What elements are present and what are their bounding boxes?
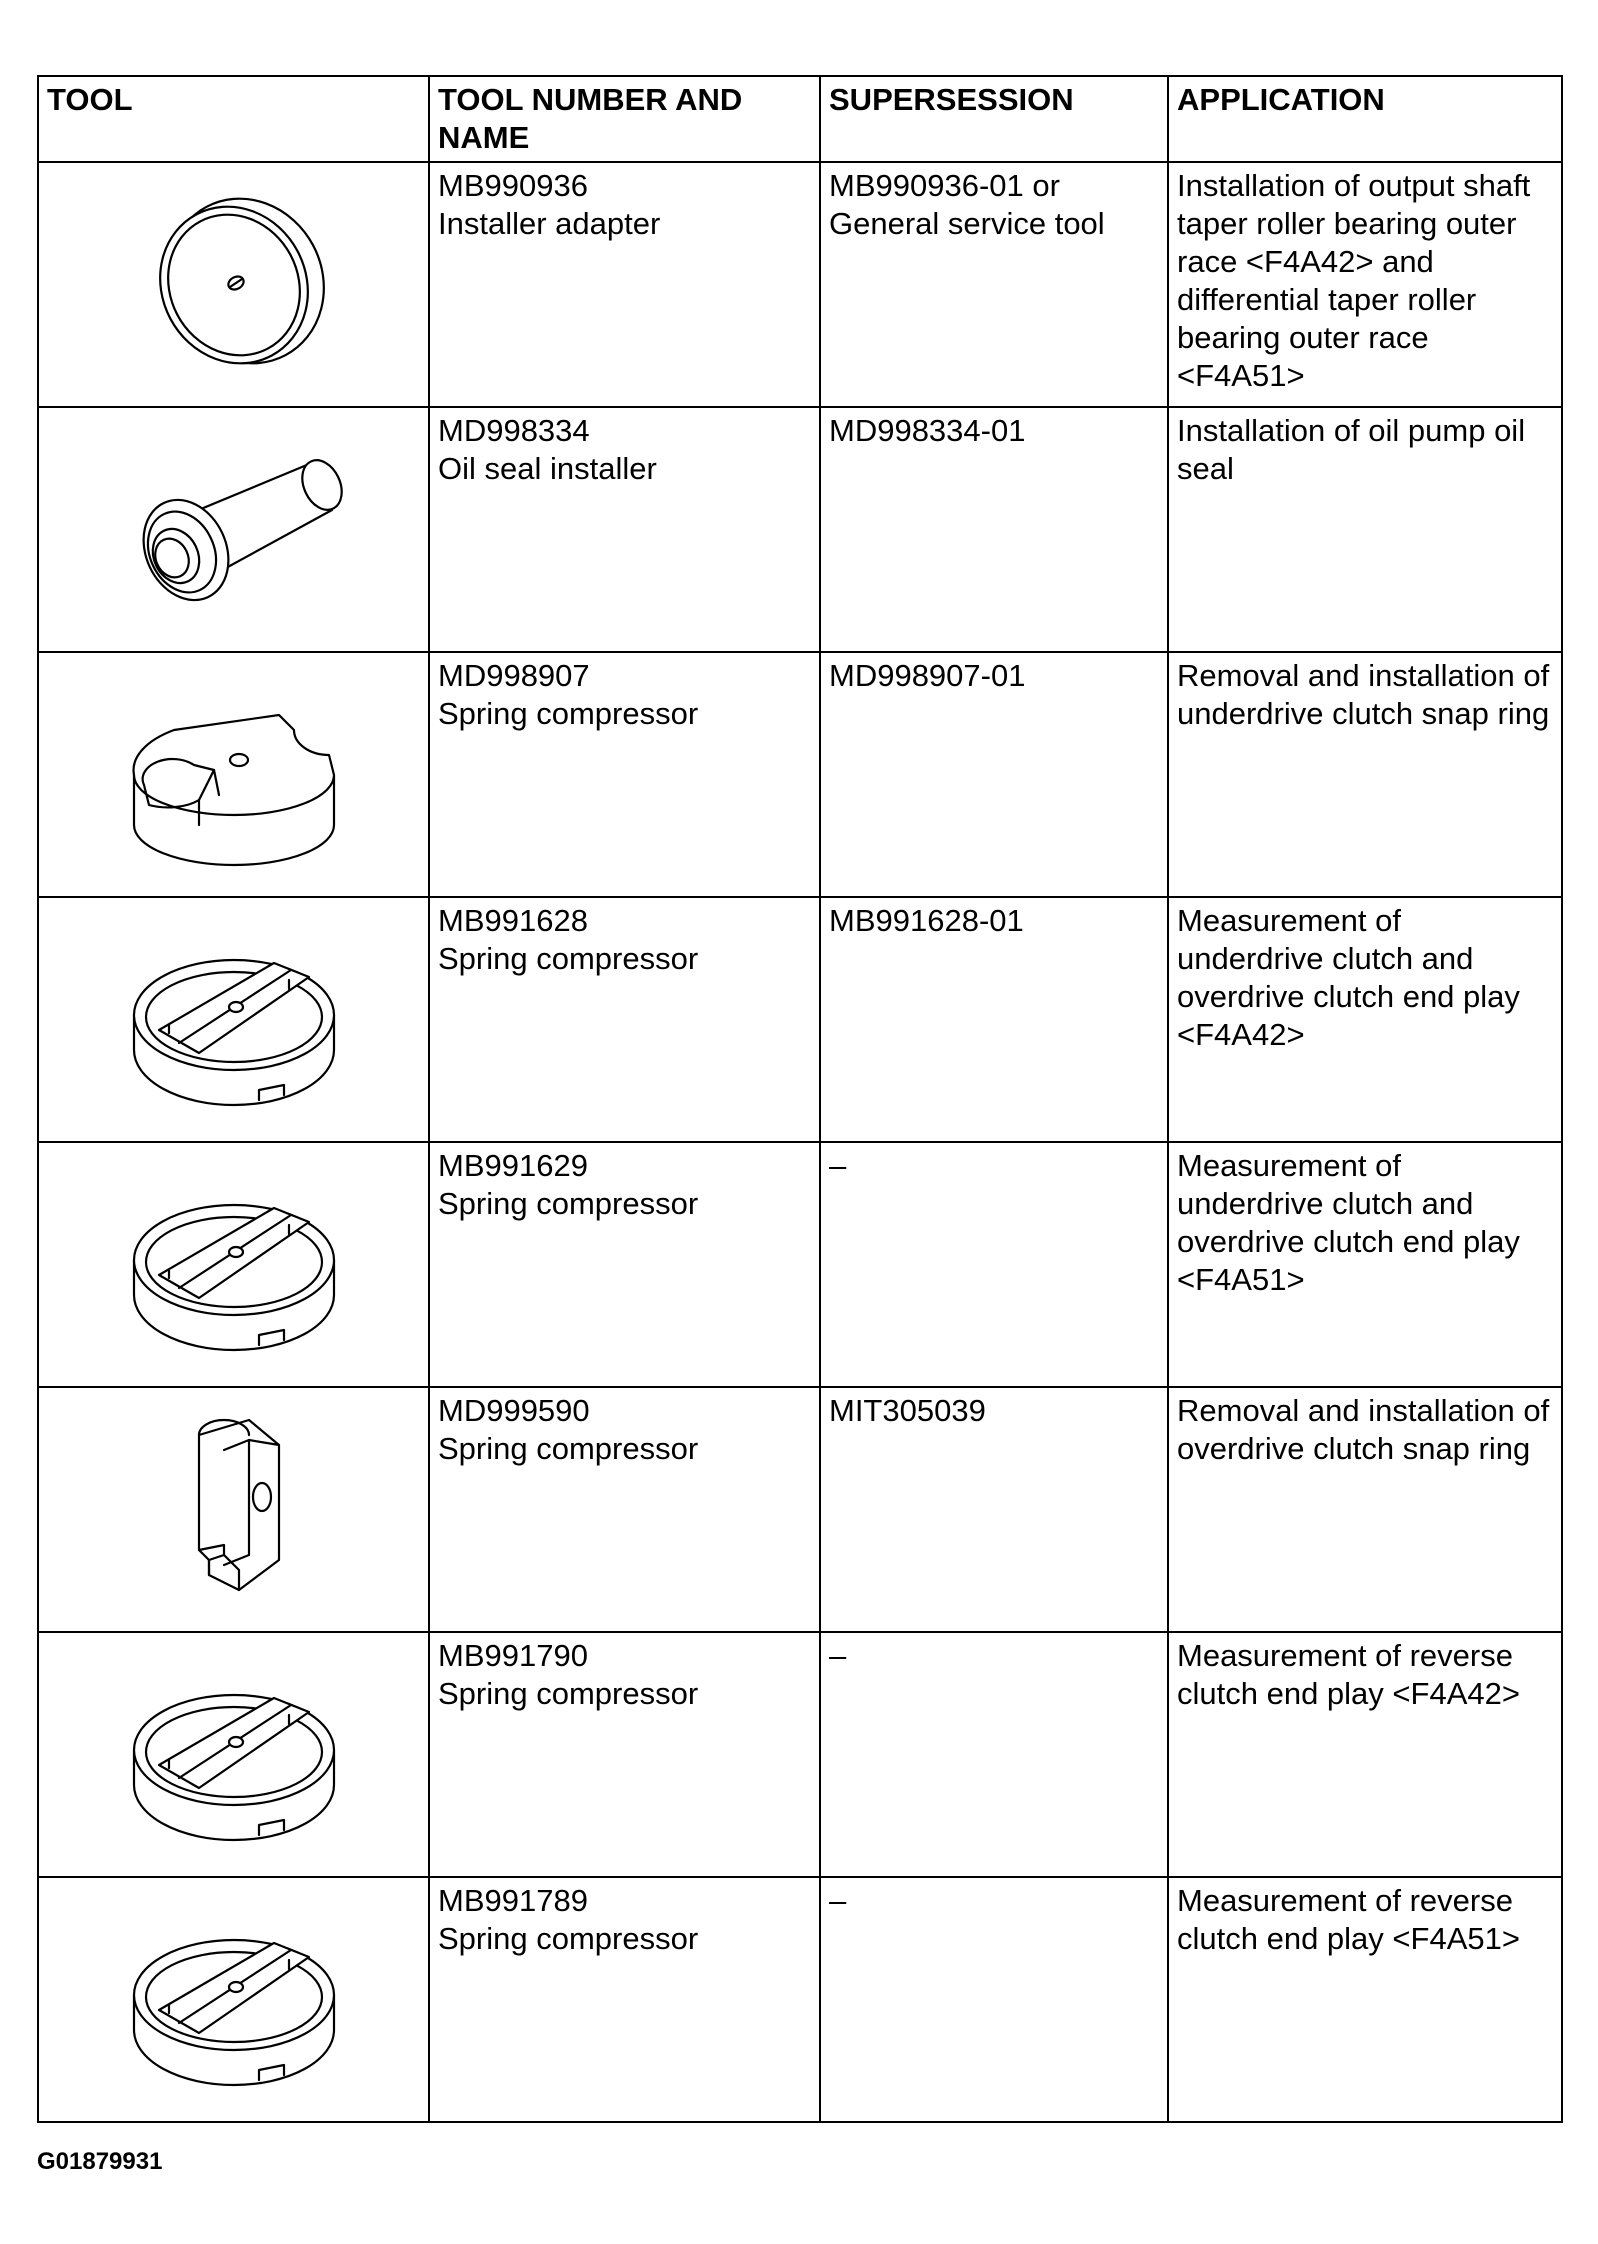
- supersession-cell: –: [820, 1142, 1168, 1387]
- tool-number-and-name-cell: [429, 407, 820, 652]
- tool-name: Spring compressor: [438, 1186, 699, 1221]
- tool-number: MD999590: [438, 1393, 590, 1428]
- tool-image-cell: [38, 1387, 429, 1632]
- header-tool: TOOL: [38, 76, 429, 162]
- tool-name: Installer adapter: [438, 206, 661, 241]
- tool-number: MB991789: [438, 1883, 588, 1918]
- tool-number: MB990936: [438, 168, 588, 203]
- supersession-cell: MD998334-01: [820, 407, 1168, 652]
- tool-number-and-name-cell: [429, 162, 820, 407]
- table-row: [38, 1142, 1562, 1387]
- table-row: [38, 897, 1562, 1142]
- tool-image-cell: [38, 162, 429, 407]
- application-cell: Measurement of underdrive clutch and overdrive clutch end play <F4A42>: [1168, 897, 1562, 1142]
- tool-name: Spring compressor: [438, 1431, 699, 1466]
- tool-image-cell: [38, 1142, 429, 1387]
- table-row: [38, 1877, 1562, 2122]
- tool-image-cell: [38, 1632, 429, 1877]
- supersession-cell: –: [820, 1632, 1168, 1877]
- table-row: [38, 1387, 1562, 1632]
- oil-seal-installer-icon: [94, 430, 374, 630]
- spring-compressor-ring-icon: [109, 1660, 359, 1850]
- table-row: [38, 652, 1562, 897]
- application-cell: Measurement of underdrive clutch and overdrive clutch end play <F4A51>: [1168, 1142, 1562, 1387]
- spring-compressor-ring-icon: [109, 1905, 359, 2095]
- spring-compressor-bracket-icon: [154, 1405, 314, 1615]
- tool-image-cell: [38, 407, 429, 652]
- tool-number-and-name-cell: [429, 1877, 820, 2122]
- header-row: [38, 76, 1562, 162]
- table-row: [38, 162, 1562, 407]
- application-cell: Installation of oil pump oil seal: [1168, 407, 1562, 652]
- tool-number-and-name-cell: [429, 1387, 820, 1632]
- supersession-cell: MD998907-01: [820, 652, 1168, 897]
- application-cell: Measurement of reverse clutch end play <F4A51>: [1168, 1877, 1562, 2122]
- tool-name: Spring compressor: [438, 1921, 699, 1956]
- tool-number: MB991628: [438, 903, 588, 938]
- spring-compressor-cutout-icon: [104, 675, 364, 875]
- tool-number: MD998907: [438, 658, 590, 693]
- application-cell: Installation of output shaft taper roller bearing outer race <F4A42> and differential taper roller bearing outer race <F4A51>: [1168, 162, 1562, 407]
- installer-adapter-icon: [124, 185, 344, 385]
- figure-id: G01879931: [37, 2148, 163, 2175]
- header-application: APPLICATION: [1168, 76, 1562, 162]
- header-tool-number-and-name: TOOL NUMBER AND NAME: [429, 76, 820, 162]
- header-supersession: SUPERSESSION: [820, 76, 1168, 162]
- application-cell: Removal and installation of overdrive clutch snap ring: [1168, 1387, 1562, 1632]
- supersession-cell: MB990936-01 or General service tool: [820, 162, 1168, 407]
- table-row: [38, 1632, 1562, 1877]
- tool-number: MB991790: [438, 1638, 588, 1673]
- tool-name: Spring compressor: [438, 696, 699, 731]
- special-tools-table: [37, 75, 1563, 2123]
- tool-number: MB991629: [438, 1148, 588, 1183]
- spring-compressor-ring-icon: [109, 1170, 359, 1360]
- tool-name: Spring compressor: [438, 941, 699, 976]
- tool-image-cell: [38, 897, 429, 1142]
- tool-number-and-name-cell: [429, 897, 820, 1142]
- tool-number-and-name-cell: [429, 1632, 820, 1877]
- application-cell: Removal and installation of underdrive clutch snap ring: [1168, 652, 1562, 897]
- tool-number-and-name-cell: [429, 652, 820, 897]
- tool-number: MD998334: [438, 413, 590, 448]
- tool-name: Spring compressor: [438, 1676, 699, 1711]
- tool-number-and-name-cell: [429, 1142, 820, 1387]
- spring-compressor-ring-icon: [109, 925, 359, 1115]
- supersession-cell: –: [820, 1877, 1168, 2122]
- tool-name: Oil seal installer: [438, 451, 657, 486]
- supersession-cell: MIT305039: [820, 1387, 1168, 1632]
- tool-image-cell: [38, 1877, 429, 2122]
- tool-image-cell: [38, 652, 429, 897]
- table-row: [38, 407, 1562, 652]
- supersession-cell: MB991628-01: [820, 897, 1168, 1142]
- application-cell: Measurement of reverse clutch end play <F4A42>: [1168, 1632, 1562, 1877]
